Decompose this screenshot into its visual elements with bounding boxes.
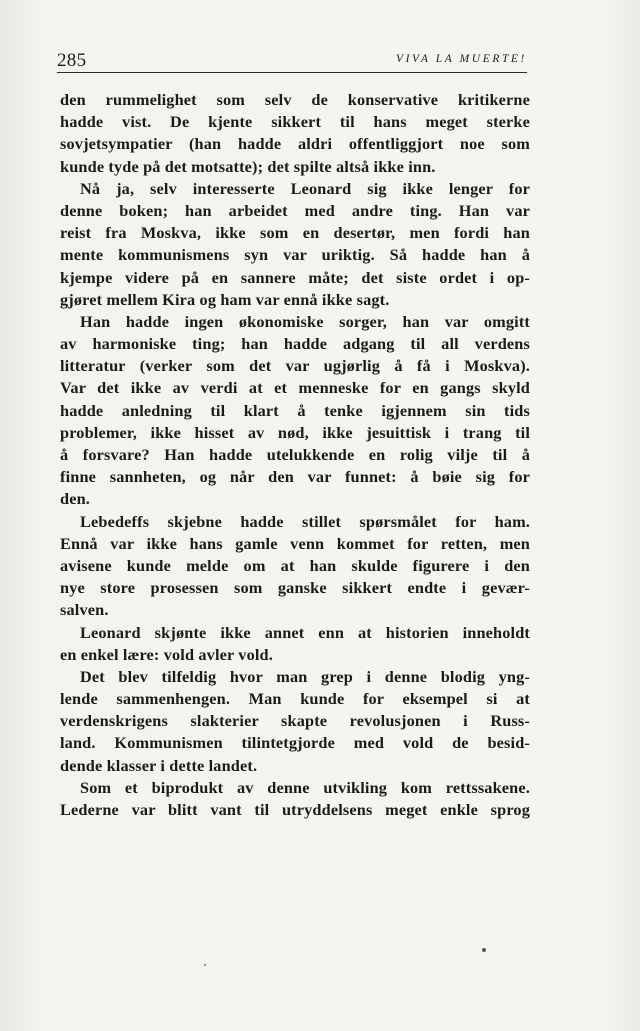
text-line: Var det ikke av verdi at et menneske for en gangs skyld [60, 378, 530, 398]
text-line: nye store prosessen som ganske sikkert endte i gevær- [60, 578, 530, 598]
text-line: verdenskrigens slakterier skapte revolusjonen i Russ- [60, 711, 530, 731]
text-line: av harmoniske ting; han hadde adgang til all verdens [60, 334, 530, 354]
text-line: finne sannheten, og når den var funnet: å bøie sig for [60, 467, 530, 487]
page-number: 285 [57, 50, 87, 71]
text-line: salven. [60, 600, 109, 620]
text-line: Som et biprodukt av denne utvikling kom rettssakene. [80, 777, 530, 797]
text-line: sovjetsympatier (han hadde aldri offentliggjort noe som [60, 134, 530, 154]
text-line: problemer, ikke hisset av nød, ikke jesuittisk i trang til [60, 422, 530, 442]
text-line: hadde anledning til klart å tenke igjennem sin tids [60, 400, 530, 420]
text-line: lende sammenhengen. Man kunde for eksempel si at [60, 689, 530, 709]
text-line: litteratur (verker som det var ugjørlig å få i Moskva). [60, 356, 530, 376]
running-head: VIVA LA MUERTE! [396, 53, 527, 65]
text-line: Lederne var blitt vant til utryddelsens meget enkle sprog [60, 800, 530, 819]
text-line: reist fra Moskva, ikke som en desertør, men fordi han [60, 223, 530, 243]
text-line: en enkel lære: vold avler vold. [60, 644, 273, 664]
text-line: kunde tyde på det motsatte); det spilte altså ikke inn. [60, 156, 436, 176]
text-line: Han hadde ingen økonomiske sorger, han var omgitt [80, 311, 530, 331]
text-line: Ennå var ikke hans gamle venn kommet for retten, men [60, 533, 530, 553]
text-line: Lebedeffs skjebne hadde stillet spørsmålet for ham. [80, 511, 530, 531]
text-line: å forsvare? Han hadde utelukkende en rolig vilje til å [60, 445, 530, 464]
text-line: avisene kunde melde om at han skulde figurere i den [60, 555, 530, 575]
text-line: hadde vist. De kjente sikkert til hans meget sterke [60, 112, 530, 132]
page-header [57, 48, 527, 73]
paper-speck [204, 964, 206, 966]
text-line: denne boken; han arbeidet med andre ting. Han var [60, 200, 530, 220]
body-text [60, 89, 530, 821]
text-line: den rummelighet som selv de konservative kritikerne [60, 90, 530, 109]
text-line: Leonard skjønte ikke annet enn at historien inneholdt [80, 622, 530, 642]
paper-speck [482, 948, 486, 952]
text-line: kjempe videre på en sannere måte; det siste ordet i op- [60, 267, 530, 287]
text-line: den. [60, 489, 91, 509]
text-line: land. Kommunismen tilintetgjorde med vold de besid- [60, 733, 530, 753]
text-line: Det blev tilfeldig hvor man grep i denne blodig yng- [80, 666, 530, 686]
text-line: dende klasser i dette landet. [60, 755, 258, 775]
text-line: gjøret mellem Kira og ham var ennå ikke sagt. [60, 289, 390, 309]
text-line: mente kommunismens syn var uriktig. Så hadde han å [60, 245, 530, 265]
text-line: Nå ja, selv interesserte Leonard sig ikke lenger for [80, 178, 530, 198]
